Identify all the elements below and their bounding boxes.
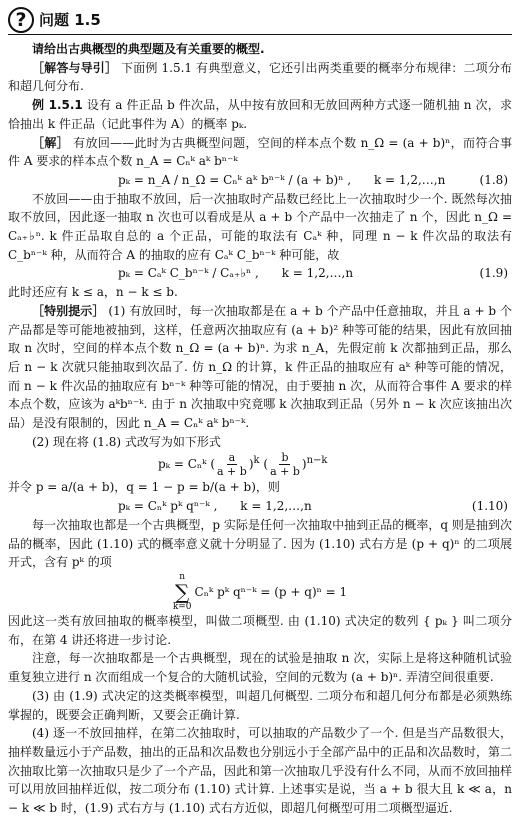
- body-text: [8, 40, 512, 818]
- equation-number: (1.8): [479, 172, 508, 187]
- rewrite-intro: (2) 现在将 (1.8) 式改写为如下形式: [32, 434, 221, 449]
- example-paragraph: [8, 96, 512, 133]
- intro-text: 下面例 1.5.1 有典型意义，它还引出两类重要的概率分布规律：二项分布和超几何分布.: [8, 60, 512, 94]
- equation-1-9-lhs: pₖ = Cₐᵏ C_bⁿ⁻ᵏ / Cₐ₊♭ⁿ ,: [118, 266, 259, 281]
- special-tip-label: ［特别提示］: [32, 303, 105, 318]
- without-replacement-paragraph: 不放回——由于抽取不放回，后一次抽取时产品数已经比上一次抽取时少一个. 既然每次抽取不放回，因此逐一抽取 n 次也可以看成是从 a + b 个产品中一次抽走了 n 个，因此 n_Ω = Cₐ₊♭ⁿ. k 件正品取自总的 a 个正品，可能的取法有 Cₐᵏ 种，同理 n − k 件次品的取法有 C_bⁿ⁻ᵏ 种，从而符合 A 的抽取的应有 Cₐᵏ C_bⁿ⁻ᵏ 种可能，故: [8, 191, 512, 262]
- equation-1-9: [8, 264, 512, 283]
- equation-1-10: [8, 497, 512, 516]
- equation-number: (1.9): [479, 266, 508, 281]
- hypergeometric-paragraph: (3) 由 (1.9) 式决定的这类概率模型，叫超几何概型. 二项分布和超几何分布都是必须熟练掌握的，既要会正确判断，又要会正确计算.: [8, 688, 512, 722]
- definition-line: 并令 p = a/(a + b)，q = 1 − p = b/(a + b)，则: [8, 480, 280, 495]
- fraction-b: $\frac{b}{a + b}$: [270, 451, 300, 479]
- question-text: 请给出古典概型的典型题及有关重要的概型.: [32, 42, 265, 56]
- intro-paragraph: [8, 59, 512, 96]
- header-rule: [8, 34, 512, 35]
- special-tip-text: (1) 有放回时，每一次抽取都是在 a + b 个产品中任意抽取，并且 a + b 个产品都是等可能地被抽到，这样，任意两次抽取应有 (a + b)² 种等可能的结果，因此有放回抽取 n 次时，空间的样本点个数 n_Ω = (a + b)ⁿ. 为求 n_A，先假定前 k 次都抽到正品，那么后 n − k 次就只能抽取到次品了. 仿 n_Ω 的计算，k 件正品的抽取应有 aᵏ 种等可能的情况，而 n − k 件次品的抽取应有 bⁿ⁻ᵏ 种等可能的情况，由于要抽 n 次，从而符合事件 A 要求的样本点个数，应该为 aᵏbⁿ⁻ᵏ. 由于 n 次抽取中究竟哪 k 次抽取到正品（另外 n − k 次应该抽出次品）是没有限制的，因此 n_A = Cₙᵏ aᵏ bⁿ⁻ᵏ.: [8, 303, 512, 431]
- equation-1-10-cond: k = 1,2,…,n: [240, 499, 312, 514]
- example-label: 例 1.5.1: [32, 98, 83, 113]
- note-paragraph: 注意，每一次抽取都是一个古典概型，现在的试验是抽取 n 次，实际上是将这种随机试验重复独立进行 n 次而组成一个复合的大随机试验，空间的元数为 (a + b)ⁿ. 弄清空间很重要.: [8, 651, 512, 685]
- equation-1-8: [8, 171, 512, 190]
- binomial-model-paragraph: 因此这一类有放回抽取的概率模型，叫做二项概型. 由 (1.10) 式决定的数列 { pₖ } 叫二项分布，在第 4 讲还将进一步讨论.: [8, 613, 512, 647]
- equation-1-10-lhs: pₖ = Cₙᵏ pᵏ qⁿ⁻ᵏ ,: [118, 499, 218, 514]
- equation-number: (1.10): [471, 499, 508, 514]
- approximation-paragraph: (4) 逐一不放回抽样，在第二次抽取时，可以抽取的产品数少了一个. 但是当产品数很大，抽样数量远小于产品数，抽出的正品和次品数也分别远小于全部产品中的正品和次品数时，第二次抽取比第一次抽取只是少了一个产品，因此和第一次抽取几乎没有什么不同，从而不放回抽样可以用放回抽样近似，按二项分布 (1.10) 式计算. 上述事实是说，当 a + b 很大且 k ≪ a，n − k ≪ b 时，(1.9) 式右方与 (1.10) 式右方近似，即超几何概型可用二项概型逼近.: [8, 726, 513, 816]
- constraint-line: 此时还应有 k ≤ a，n − k ≤ b.: [8, 285, 178, 300]
- solution-text: 有放回——此时为古典概型问题，空间的样本点个数 n_Ω = (a + b)ⁿ，而符合事件 A 要求的样本点个数 n_A = Cₙᵏ aᵏ bⁿ⁻ᵏ: [8, 135, 512, 169]
- example-text: 设有 a 件正品 b 件次品，从中按有放回和无放回两种方式逐一随机抽 n 次，求恰抽出 k 件正品（记此事件为 A）的概率 pₖ.: [8, 98, 512, 131]
- equation-fraction-form: pₖ = Cₙᵏ ( $\frac{a}{a + b}$ )$^k$ ( $\frac{b}{a + b}$ )$^{n-k}$: [158, 451, 328, 479]
- interpretation-paragraph: 每一次抽取也都是一个古典概型，p 实际是任何一次抽取中抽到正品的概率，q 则是抽到次品的概率，因此 (1.10) 式的概率意义就十分明显了. 因为 (1.10) 式右方是 (p + q)ⁿ 的二项展开式，含有 pᵏ 的项: [8, 517, 512, 570]
- fraction-a: $\frac{a}{a + b}$: [217, 451, 247, 479]
- equation-1-8-cond: k = 1,2,…,n: [373, 172, 446, 187]
- equation-1-9-cond: k = 1,2,…,n: [281, 266, 354, 281]
- solution-paragraph: [8, 134, 512, 171]
- summation-body: Cₙᵏ pᵏ qⁿ⁻ᵏ = (p + q)ⁿ = 1: [194, 584, 348, 599]
- equation-form-lhs: pₖ = Cₙᵏ: [158, 457, 207, 472]
- section-header: [8, 4, 101, 36]
- solution-label: ［解］: [32, 135, 69, 150]
- summation-sign: n ∑ k=0: [172, 571, 192, 612]
- equation-1-8-lhs: pₖ = n_A / n_Ω = Cₙᵏ aᵏ bⁿ⁻ᵏ / (a + b)ⁿ ,: [118, 172, 352, 187]
- special-tip-paragraph: [8, 302, 512, 433]
- section-title: 问题 1.5: [39, 10, 101, 29]
- question-mark-icon: ?: [8, 7, 34, 33]
- equation-binomial-sum: [8, 572, 512, 612]
- intro-label: ［解答与导引］: [32, 60, 118, 75]
